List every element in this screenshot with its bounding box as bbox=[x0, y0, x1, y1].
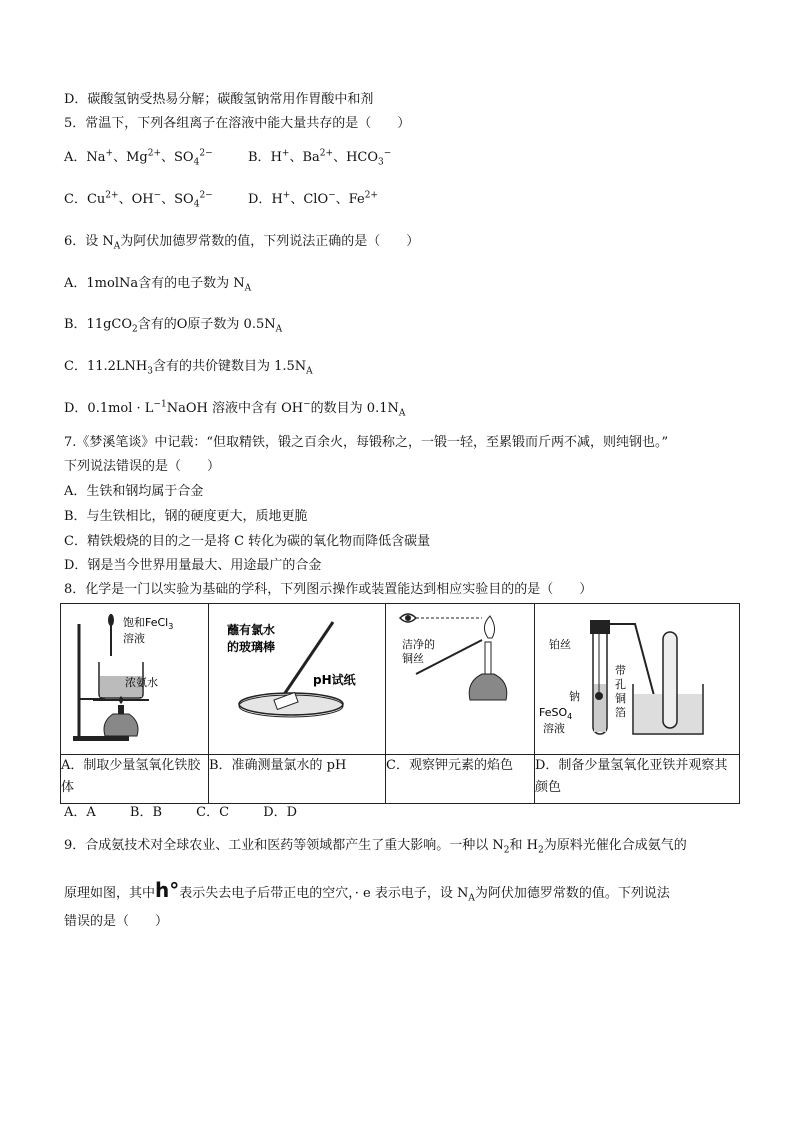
sodium-label: 钠 bbox=[569, 690, 580, 703]
q8-caption-d: D．制备少量氢氧化亚铁并观察其颜色 bbox=[535, 755, 740, 804]
q7-option-b: B．与生铁相比，钢的硬度更大，质地更脆 bbox=[64, 509, 308, 524]
q6-option-b: B．11gCO$_2$含有的O原子数为 $0.5N_A$ bbox=[64, 317, 283, 335]
fecl3-label: 饱和FeCl$_3$ bbox=[123, 616, 174, 631]
q8-caption-a: A．制取少量氢氧化铁胶体 bbox=[61, 755, 209, 804]
fecl3-solution-label: 溶液 bbox=[123, 632, 145, 645]
q8-figure-c bbox=[386, 604, 535, 755]
q9-line2: 原理如图，其中h°表示失去电子后带正电的空穴，· e 表示电子，设 $N_A$为阿伏加德罗常数的值。下列说法 bbox=[64, 878, 670, 904]
ph-paper-label: pH试纸 bbox=[313, 673, 356, 687]
copper-wire-label2: 铜丝 bbox=[402, 652, 424, 665]
q6-stem: 6．设 $N_A$为阿伏加德罗常数的值，下列说法正确的是（ ） bbox=[64, 234, 420, 252]
q5-option-b: B．H+、$Ba^{2+}$、$HCO_3^-$ bbox=[248, 148, 392, 168]
q7-stem-line1: 7.《梦溪笔谈》中记载：“但取精铁，锻之百余火，每锻称之，一锻一轻，至累锻而斤两不减，则纯钢也。” bbox=[64, 435, 669, 450]
q8-figure-d bbox=[535, 604, 740, 755]
flame-test-diagram bbox=[386, 604, 534, 750]
q8-figure-b bbox=[209, 604, 386, 755]
ph-test-diagram bbox=[209, 604, 385, 750]
q5-option-d: D．H+、ClO−、$Fe^{2+}$ bbox=[248, 190, 378, 207]
q8-stem: 8．化学是一门以实验为基础的学科，下列图示操作或装置能达到相应实验目的的是（ ） bbox=[64, 582, 593, 597]
hole-symbol: h° bbox=[155, 878, 180, 902]
q5-stem: 5．常温下，下列各组离子在溶液中能大量共存的是（ ） bbox=[64, 116, 411, 131]
copper-wire-label1: 洁净的 bbox=[402, 638, 435, 651]
copper-foil-label-2: 孔 bbox=[615, 678, 626, 691]
q8-caption-b: B．准确测量氯水的 pH bbox=[209, 755, 386, 804]
platinum-wire-label: 铂丝 bbox=[549, 638, 571, 651]
q8-answer-d: D．D bbox=[263, 805, 298, 820]
q5-option-c: C．$Cu^{2+}$、OH−、$SO_4^{2-}$ bbox=[64, 190, 213, 210]
fecl3-colloid-apparatus-diagram bbox=[61, 604, 208, 750]
q8-answer-b: B．B bbox=[129, 805, 163, 820]
chlorine-rod-label2: 的玻璃棒 bbox=[227, 640, 276, 654]
q8-answer-options bbox=[64, 803, 327, 823]
ammonia-label: 浓氨水 bbox=[125, 676, 158, 689]
q8-caption-c: C．观察钾元素的焰色 bbox=[386, 755, 535, 804]
copper-foil-label-1: 带 bbox=[615, 664, 626, 677]
q9-line3: 错误的是（ ） bbox=[64, 914, 169, 929]
solution-label: 溶液 bbox=[543, 722, 565, 735]
q4-option-d: D．碳酸氢钠受热易分解；碳酸氢钠常用作胃酸中和剂 bbox=[64, 92, 374, 107]
ferrous-hydroxide-apparatus-diagram bbox=[535, 604, 739, 750]
q7-option-c: C．精铁煅烧的目的之一是将 C 转化为碳的氧化物而降低含碳量 bbox=[64, 534, 431, 549]
q9-line1: 9．合成氨技术对全球农业、工业和医药等领域都产生了重大影响。一种以 $N_2$和 $H_2$为原料光催化合成氨气的 bbox=[64, 838, 687, 856]
q7-stem-line2: 下列说法错误的是（ ） bbox=[64, 459, 221, 474]
q8-experiment-table bbox=[60, 603, 740, 804]
copper-foil-label-4: 箔 bbox=[615, 706, 626, 719]
feso4-label: FeSO$_4$ bbox=[539, 706, 573, 721]
q7-option-d: D．钢是当今世界用量最大、用途最广的合金 bbox=[64, 558, 322, 573]
copper-foil-label-3: 铜 bbox=[615, 692, 626, 705]
chlorine-rod-label1: 蘸有氯水 bbox=[227, 623, 276, 637]
q5-option-a: A．Na+、$Mg^{2+}$、$SO_4^{2-}$ bbox=[64, 148, 213, 168]
q6-option-d: D．$0.1mol \cdot L^{-1}NaOH$ 溶液中含有 OH−的数目为 $0.1N_A$ bbox=[64, 399, 406, 419]
q6-option-a: A．1molNa含有的电子数为 $N_A$ bbox=[64, 276, 252, 294]
q8-figure-a bbox=[61, 604, 209, 755]
q6-option-c: C．$11.2LNH_3$含有的共价键数目为 $1.5N_A$ bbox=[64, 359, 313, 377]
q8-answer-c: C．C bbox=[196, 805, 230, 820]
q7-option-a: A．生铁和钢均属于合金 bbox=[64, 484, 204, 499]
q8-answer-a: A．A bbox=[64, 805, 96, 820]
